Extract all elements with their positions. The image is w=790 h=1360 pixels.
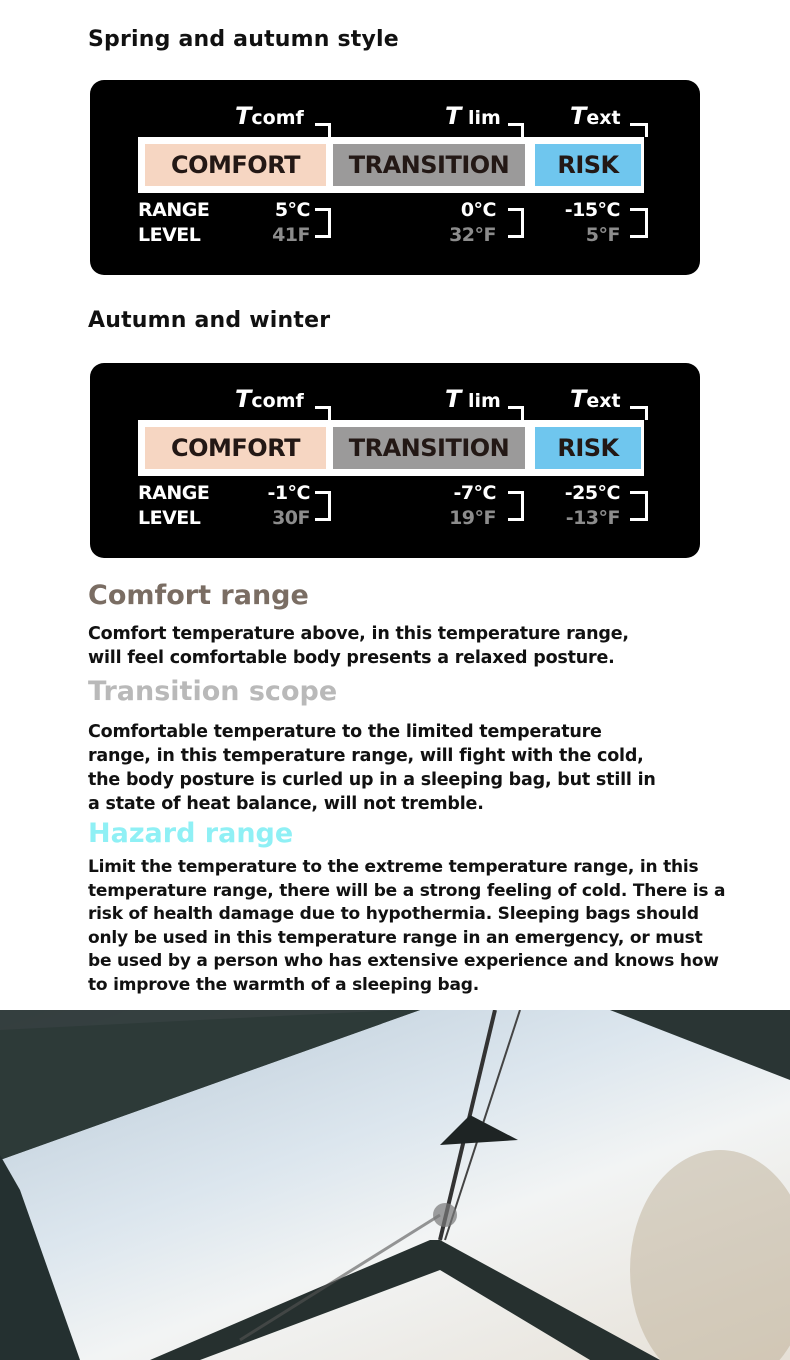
t-ext-label: Text [570, 102, 621, 130]
temperature-chart-spring-autumn [90, 80, 700, 275]
bracket-lim-top [508, 123, 524, 137]
segment-risk: RISK [535, 144, 641, 186]
range-label: RANGE [138, 199, 210, 221]
tent-frame-illustration [0, 1010, 790, 1360]
segment-transition: TRANSITION [333, 144, 525, 186]
bracket-ext-bottom [630, 208, 648, 238]
comf-celsius: -1°C [267, 482, 310, 504]
range-band [138, 137, 644, 193]
section-title-autumn-winter: Autumn and winter [88, 308, 331, 333]
bracket-comf-top [315, 406, 331, 420]
range-band [138, 420, 644, 476]
lim-fahrenheit: 32°F [449, 224, 496, 246]
bracket-ext-bottom [630, 491, 648, 521]
t-lim-label: T lim [445, 102, 501, 130]
bracket-ext-top [630, 406, 648, 420]
segment-transition: TRANSITION [333, 427, 525, 469]
bracket-ext-top [630, 123, 648, 137]
section-title-spring-autumn: Spring and autumn style [88, 27, 399, 52]
bracket-lim-bottom [508, 208, 524, 238]
ext-fahrenheit: -13°F [565, 507, 620, 529]
ext-fahrenheit: 5°F [585, 224, 620, 246]
temperature-chart-autumn-winter [90, 363, 700, 558]
level-label: LEVEL [138, 224, 201, 246]
segment-comfort: COMFORT [145, 144, 326, 186]
comf-fahrenheit: 41F [272, 224, 310, 246]
transition-scope-heading: Transition scope [88, 676, 338, 707]
level-label: LEVEL [138, 507, 201, 529]
hazard-range-text: Limit the temperature to the extreme temperature range, in this temperature range, there will be a strong feeling of cold. There is a risk of health damage due to hypothermia. Sleeping bags should only be used in this temperature range in an emergency, or must be used by a person who has extensive experience and knows how to improve the warmth of a sleeping bag. [88, 857, 726, 995]
segment-risk: RISK [535, 427, 641, 469]
lim-fahrenheit: 19°F [449, 507, 496, 529]
t-comf-label: Tcomf [235, 102, 304, 130]
tent-roof-photo [0, 1010, 790, 1360]
comfort-range-heading: Comfort range [88, 580, 309, 611]
comfort-range-text: Comfort temperature above, in this temperature range, will feel comfortable body presents a relaxed posture. [88, 624, 629, 668]
bracket-comf-bottom [315, 208, 331, 238]
comf-fahrenheit: 30F [272, 507, 310, 529]
bracket-lim-bottom [508, 491, 524, 521]
t-comf-label: Tcomf [235, 385, 304, 413]
hazard-range-heading: Hazard range [88, 818, 294, 849]
lim-celsius: -7°C [453, 482, 496, 504]
transition-scope-text: Comfortable temperature to the limited temperature range, in this temperature range, will fight with the cold, the body posture is curled up in a sleeping bag, but still in a state of heat balance, will not tremble. [88, 722, 656, 814]
segment-comfort: COMFORT [145, 427, 326, 469]
lim-celsius: 0°C [460, 199, 496, 221]
ext-celsius: -15°C [564, 199, 620, 221]
ext-celsius: -25°C [564, 482, 620, 504]
bracket-comf-bottom [315, 491, 331, 521]
bracket-lim-top [508, 406, 524, 420]
bracket-comf-top [315, 123, 331, 137]
t-lim-label: T lim [445, 385, 501, 413]
range-label: RANGE [138, 482, 210, 504]
t-ext-label: Text [570, 385, 621, 413]
comf-celsius: 5°C [274, 199, 310, 221]
